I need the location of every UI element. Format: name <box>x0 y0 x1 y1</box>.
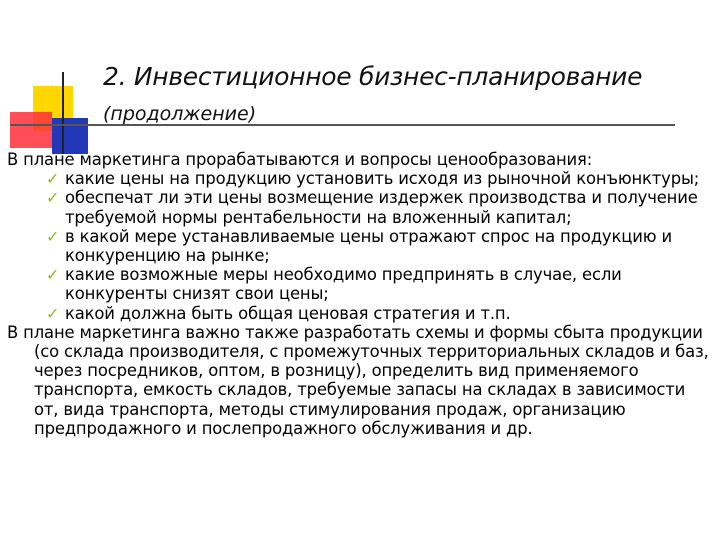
slide-title: 2. Инвестиционное бизнес-планирование <box>103 62 643 91</box>
bullet-list <box>7 169 713 323</box>
list-item <box>46 265 713 304</box>
slide-subtitle: (продолжение) <box>103 103 257 125</box>
bullet-text: какие цены на продукцию установить исходя из рыночной конъюнктуры; <box>65 169 700 189</box>
decor-red-square <box>10 112 52 148</box>
check-mark-icon: ✓ <box>46 188 60 208</box>
check-mark-icon: ✓ <box>46 303 60 323</box>
list-item <box>46 188 713 227</box>
bullet-text: обеспечат ли эти цены возмещение издержек производства и получение требуемой нормы рентабельности на вложенный капитал; <box>65 188 698 227</box>
decor-vertical-line <box>62 72 64 154</box>
bullet-text: какие возможные меры необходимо предпринять в случае, если конкуренты снизят свои цены; <box>65 265 622 304</box>
list-item <box>46 226 713 266</box>
slide-body <box>7 150 713 438</box>
bullet-text: какой должна быть общая ценовая стратегия и т.п. <box>65 303 511 323</box>
list-item <box>46 169 713 189</box>
intro-paragraph: В плане маркетинга прорабатываются и вопросы ценообразования: <box>7 150 593 169</box>
list-item <box>46 303 713 323</box>
check-mark-icon: ✓ <box>46 265 60 285</box>
check-mark-icon: ✓ <box>46 169 60 189</box>
distribution-paragraph: В плане маркетинга важно также разработать схемы и формы сбыта продукции (со склада производителя, с промежуточных территориальных складов и баз, через посредников, оптом, в розницу), определить вид применяемого транспорта, емкость складов, требуемые запасы на складах в зависимости от, вида транспорта, методы стимулирования продаж, организацию предпродажного и послепродажного обслуживания и др. <box>7 322 709 438</box>
bullet-text: в какой мере устанавливаемые цены отражают спрос на продукцию и конкуренцию на рынке; <box>65 226 672 266</box>
check-mark-icon: ✓ <box>46 226 60 246</box>
